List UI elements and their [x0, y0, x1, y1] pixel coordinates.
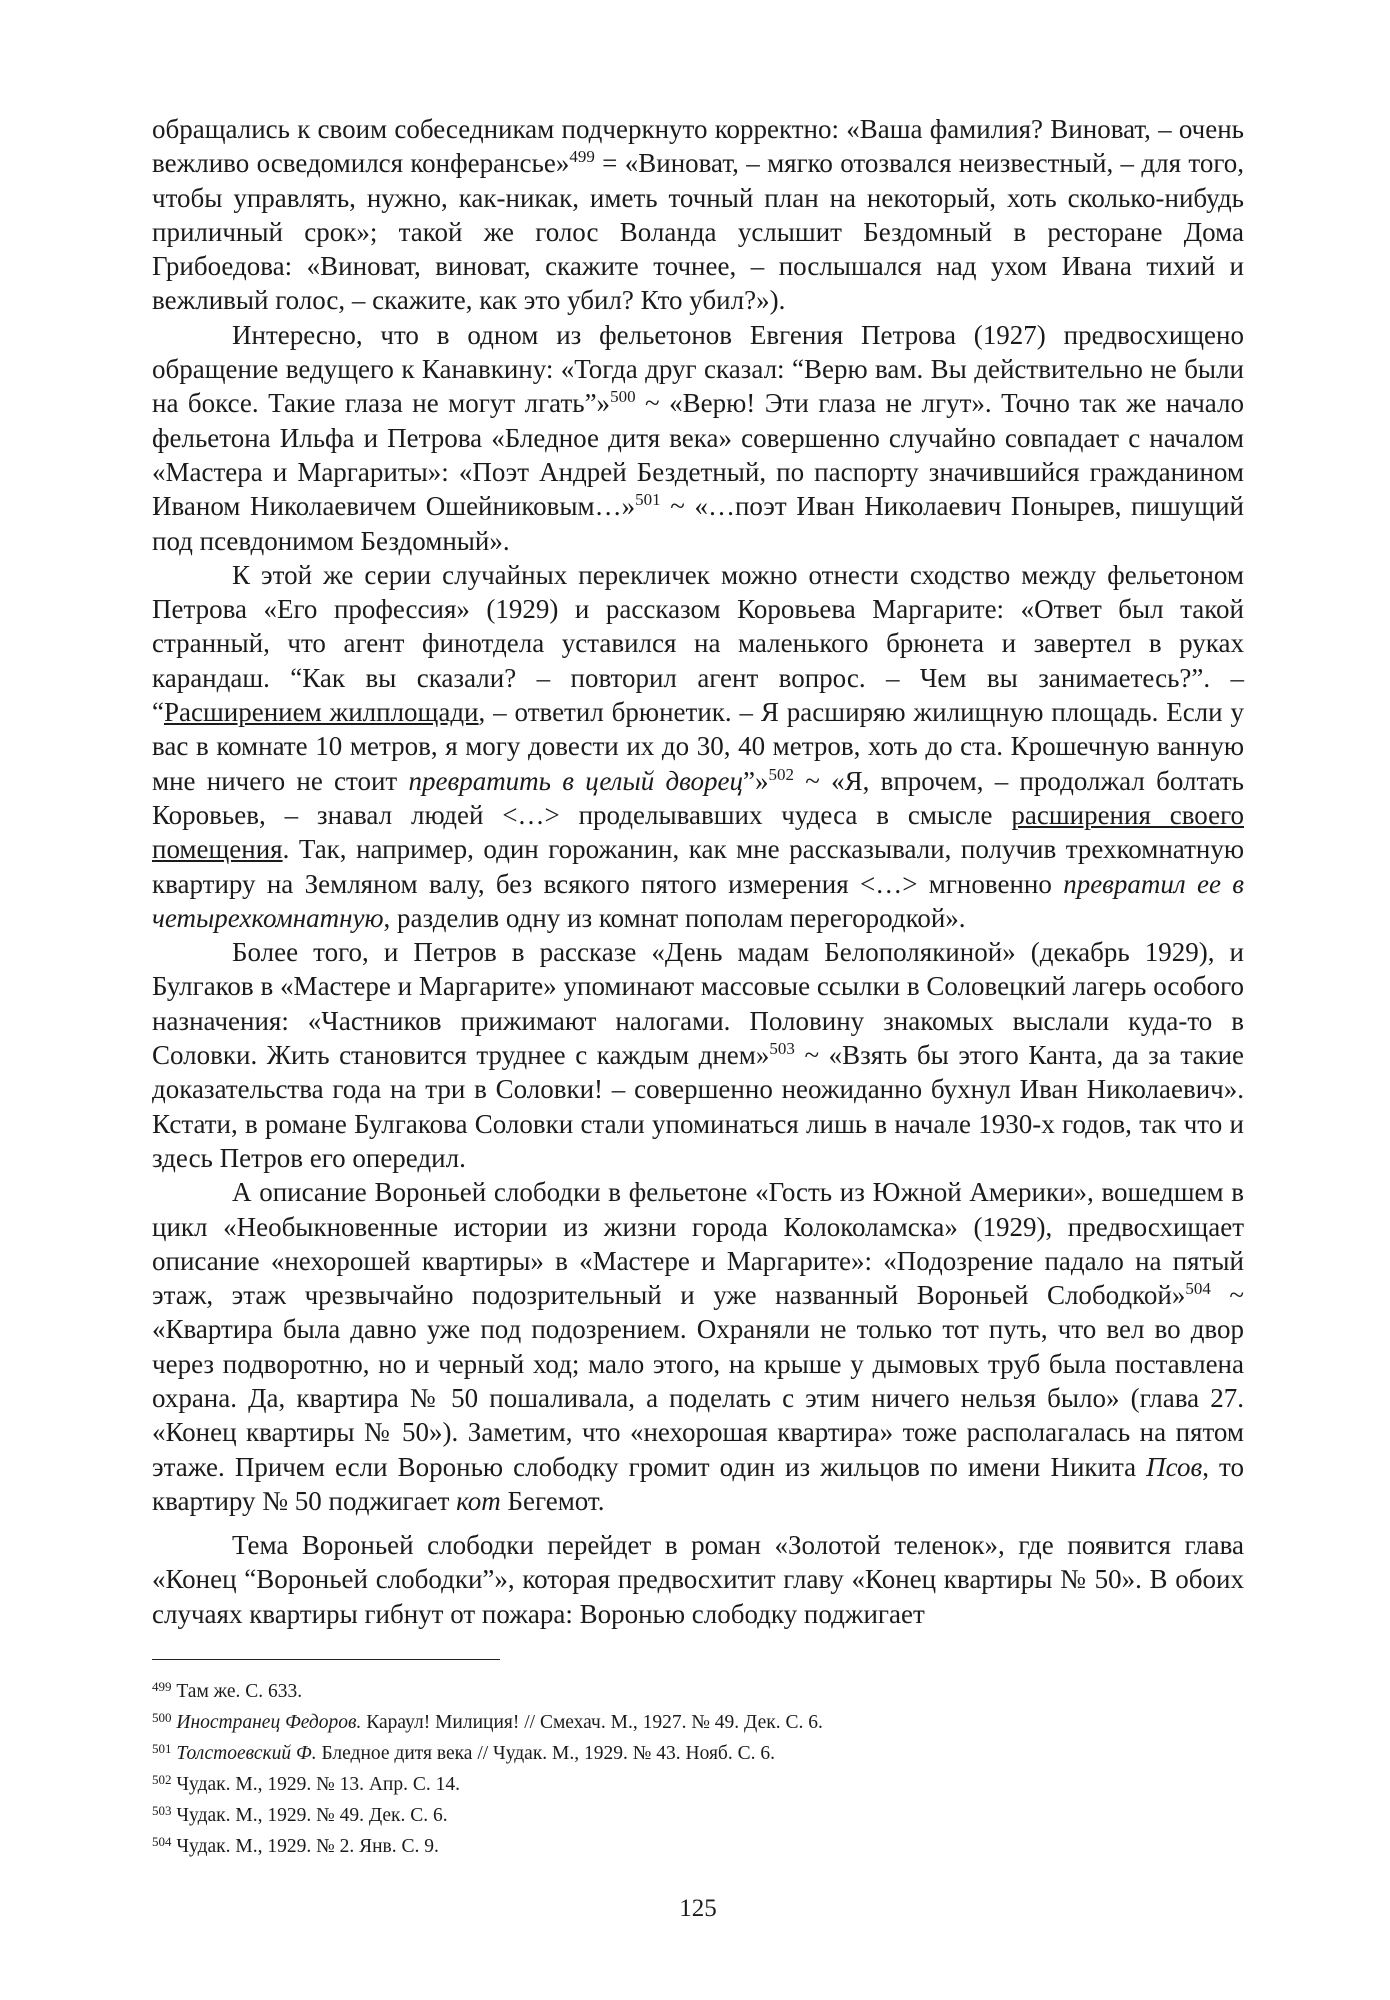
paragraph-text: Более того, и Петров в рассказе «День мадам Белополякиной» (декабрь 1929), и Булгаков в «Мастере и Маргарите» упоминают массовые ссылки в Соловецкий лагерь особого назначения: «Частников прижимают налогами. Половину знакомых выслали куда-то в Соловки. Жить становится труднее с каждым днем» — [152, 937, 1244, 1071]
paragraph-3 — [152, 558, 1244, 935]
page-number: 125 — [679, 1895, 717, 1923]
footnote-499 — [152, 1676, 1244, 1707]
paragraph-5 — [152, 1175, 1244, 1518]
footnote-number: 504 — [152, 1834, 172, 1850]
paragraph-text: = «Виноват, – мягко отозвался неизвестный, – для того, чтобы управлять, нужно, как-никак, иметь точный план на некоторый, хоть сколько-нибудь приличный срок»; такой же голос Воланда услышит Бездомный в ресторане Дома Грибоедова: «Виноват, виноват, скажите точнее, – послышался над ухом Ивана тихий и вежливый голос, – скажите, как это убил? Кто убил?»). — [152, 148, 1244, 316]
footnote-text: Чудак. М., 1929. № 2. Янв. С. 9. — [176, 1836, 439, 1858]
footnote-text: Чудак. М., 1929. № 49. Дек. С. 6. — [176, 1805, 448, 1827]
paragraph-text: ”» — [743, 765, 769, 796]
paragraph-text: , то квартиру № 50 поджигает — [152, 1451, 1244, 1516]
footnote-ref: 503 — [769, 1039, 795, 1059]
paragraph-text: А описание Вороньей слободки в фельетоне «Гость из Южной Америки», вошедшем в цикл «Необыкновенные истории из жизни города Колоколамска» (1929), предвосхищает описание «нехорошей квартиры» в «Мастере и Маргарите»: «Подозрение падало на пятый этаж, этаж чрезвычайно подозрительный и уже названный Вороньей Слободкой» — [152, 1177, 1244, 1311]
footnote-ref: 504 — [1185, 1279, 1211, 1299]
book-page — [152, 112, 1244, 1923]
footnote-number: 501 — [152, 1741, 172, 1757]
paragraph-1 — [152, 112, 1244, 318]
paragraph-italic-text: превратил ее в четырехкомнатную — [152, 868, 1244, 933]
paragraph-text: К этой же серии случайных перекличек можно отнести сходство между фельетоном Петрова «Его профессия» (1929) и рассказом Коровьева Маргарите: «Ответ был такой странный, что агент финотдела уставился на маленького брюнета и завертел в руках карандаш. “Как вы сказали? – повторил агент вопрос. – Чем вы занимаетесь?”. – “ — [152, 559, 1244, 728]
body-text — [152, 112, 1244, 1631]
paragraph-text: Бегемот. — [500, 1485, 605, 1516]
footnote-501 — [152, 1738, 1244, 1769]
paragraph-text: , – ответил брюнетик. – Я расширяю жилищную площадь. Если у вас в комнате 10 метров, я могу довести их до 30, 40 метров, хоть до ста. Крошечную ванную мне ничего не стоит — [152, 697, 1244, 796]
paragraph-italic-text: кот — [456, 1485, 501, 1516]
paragraph-2 — [152, 318, 1244, 558]
paragraph-text: , разделив одну из комнат пополам перегородкой». — [383, 902, 966, 933]
footnote-text: Чудак. М., 1929. № 13. Апр. С. 14. — [176, 1774, 460, 1796]
footnote-ref: 499 — [569, 147, 595, 167]
paragraph-text: Интересно, что в одном из фельетонов Евгения Петрова (1927) предвосхищено обращение ведущего к Канавкину: «Тогда друг сказал: “Верю вам. Вы действительно не были на боксе. Такие глаза не могут лгать”» — [152, 319, 1244, 419]
footnote-503 — [152, 1800, 1244, 1831]
footnote-number: 500 — [152, 1710, 172, 1726]
footnote-ref: 502 — [768, 764, 794, 784]
paragraph-text: ~ «Взять бы этого Канта, да за такие доказательства года на три в Соловки! – совершенно неожиданно бухнул Иван Николаевич». Кстати, в романе Булгакова Соловки стали упоминаться лишь в начале 1930-х годов, так что и здесь Петров его опередил. — [152, 1040, 1245, 1173]
paragraph-text: ~ «Верю! Эти глаза не лгут». Точно так же начало фельетона Ильфа и Петрова «Бледное дитя века» совершенно случайно совпадает с началом «Мастера и Маргариты»: «Поэт Андрей Бездетный, по паспорту значившийся гражданином Иваном Николаевичем Ошейниковым…» — [152, 388, 1245, 522]
footnote-text: Там же. С. 633. — [176, 1681, 303, 1703]
footnote-italic-text: Иностранец Федоров. — [176, 1712, 362, 1734]
footnote-number: 503 — [152, 1803, 172, 1819]
footnote-divider — [152, 1659, 500, 1660]
footnote-text: Караул! Милиция! // Смехач. М., 1927. № 49. Дек. С. 6. — [361, 1712, 823, 1734]
footnote-text: Бледное дитя века // Чудак. М., 1929. № 43. Нояб. С. 6. — [316, 1743, 775, 1765]
footnote-number: 499 — [152, 1679, 172, 1695]
footnote-number: 502 — [152, 1772, 172, 1788]
footnote-502 — [152, 1769, 1244, 1800]
paragraph-6 — [152, 1528, 1244, 1631]
footnote-500 — [152, 1707, 1244, 1738]
paragraph-text: ~ «…поэт Иван Николаевич Понырев, пишущий под псевдонимом Бездомный». — [152, 491, 1244, 556]
footnote-ref: 500 — [610, 387, 636, 407]
footnote-ref: 501 — [635, 490, 661, 510]
paragraph-text: ~ «Я, впрочем, – продолжал болтать Коровьев, – знавал людей <…> проделывавших чудеса в смысле — [152, 765, 1244, 830]
paragraph-underlined-text: Расширением жилплощади — [163, 697, 479, 728]
paragraph-underlined-text: расширения своего помещения — [152, 799, 1244, 865]
footnote-504 — [152, 1831, 1244, 1862]
paragraph-text: . Так, например, один горожанин, как мне рассказывали, получив трехкомнатную квартиру на Земляном валу, без всякого пятого измерения <…> мгновенно — [152, 834, 1244, 899]
footnotes — [152, 1676, 1244, 1862]
paragraph-italic-text: Псов — [1146, 1451, 1203, 1482]
paragraph-italic-text: превратить в целый дворец — [408, 765, 743, 796]
paragraph-text: обращались к своим собеседникам подчеркнуто корректно: «Ваша фамилия? Виноват, – очень вежливо осведомился конферансье» — [152, 114, 1244, 179]
paragraph-text: ~ «Квартира была давно уже под подозрением. Охраняли не только тот путь, что вел во двор через подворотню, но и черный ход; мало этого, на крыше у дымовых труб была поставлена охрана. Да, квартира № 50 пошаливала, а поделать с этим ничего нельзя было» (глава 27. «Конец квартиры № 50»). Заметим, что «нехорошая квартира» тоже располагалась на пятом этаже. Причем если Воронью слободку громит один из жильцов по имени Никита — [152, 1280, 1244, 1482]
footnote-italic-text: Толстоевский Ф. — [176, 1743, 317, 1765]
paragraph-4 — [152, 935, 1244, 1175]
paragraph-text: Тема Вороньей слободки перейдет в роман «Золотой теленок», где появится глава «Конец “Вороньей слободки”», которая предвосхитит главу «Конец квартиры № 50». В обоих случаях квартиры гибнут от пожара: Воронью слободку поджигает — [152, 1530, 1244, 1629]
